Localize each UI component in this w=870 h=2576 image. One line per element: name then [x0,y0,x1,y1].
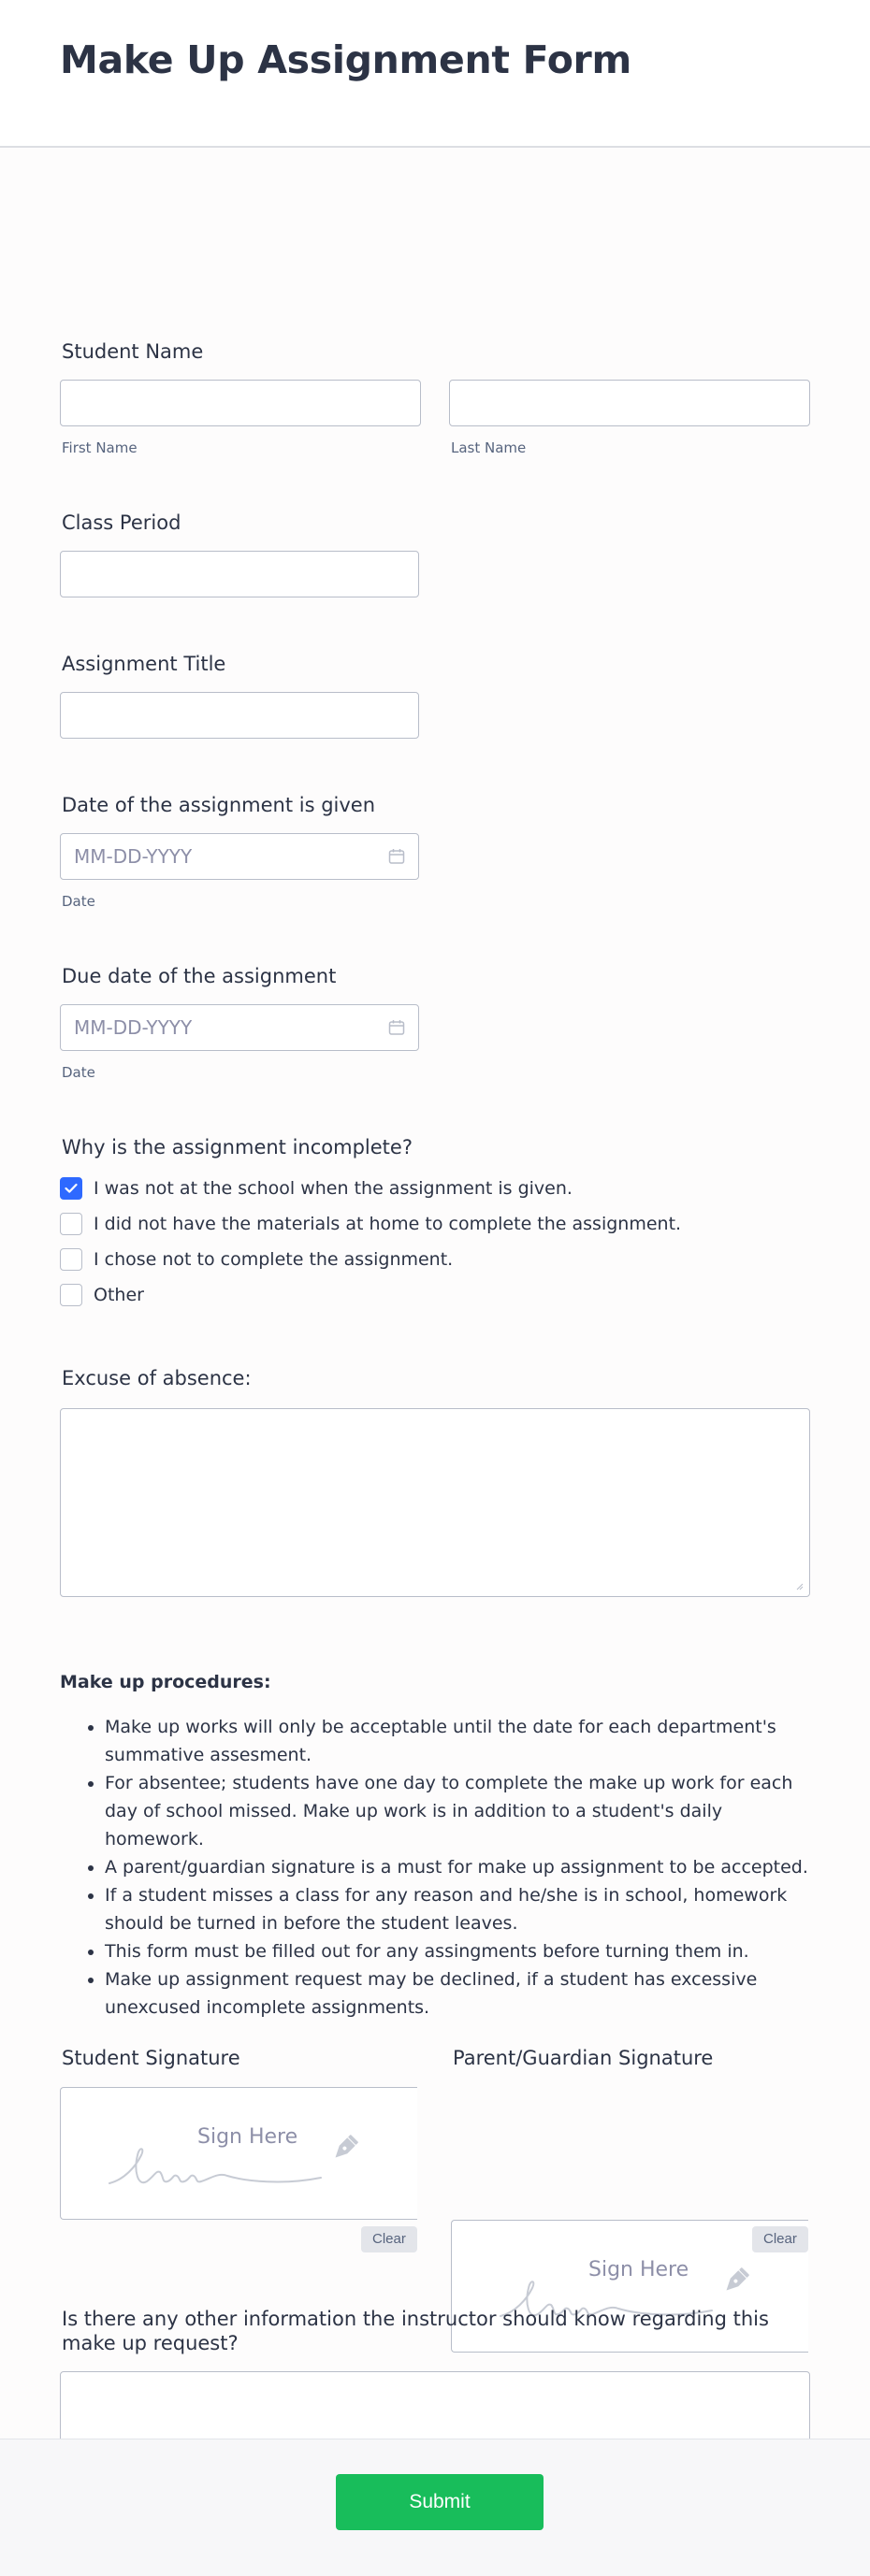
sign-here-hint: Sign Here [588,2258,689,2281]
procedure-item: • This form must be filled out for any assingments before turning them in. [105,1937,808,1965]
checkbox[interactable] [60,1284,82,1306]
due-date-sublabel: Date [62,1064,95,1081]
form-footer [0,2439,870,2576]
submit-button[interactable]: Submit [336,2474,544,2530]
excuse-label: Excuse of absence: [62,1367,252,1389]
date-given-placeholder: MM-DD-YYYY [74,845,193,868]
checkbox-option-label: I was not at the school when the assignment is given. [94,1178,573,1199]
first-name-input[interactable] [60,380,421,426]
form-title: Make Up Assignment Form [60,37,631,82]
form-body [0,148,870,2354]
procedure-item: • Make up assignment request may be declined, if a student has excessive unexcused incomplete assignments. [105,1965,808,2022]
last-name-sublabel: Last Name [451,439,527,456]
first-name-sublabel: First Name [62,439,138,456]
excuse-textarea[interactable] [60,1408,810,1597]
procedure-item: • Make up works will only be acceptable until the date for each department's summative assesment. [105,1713,808,1769]
checkbox-option-label: Other [94,1285,144,1305]
incomplete-reason-options [60,1175,681,1308]
procedure-item: • A parent/guardian signature is a must for make up assignment to be accepted. [105,1853,808,1881]
date-given-sublabel: Date [62,893,95,910]
procedures-title: Make up procedures: [60,1672,271,1692]
procedures-list [60,1713,808,2022]
pen-nib-icon [716,2264,753,2301]
guardian-signature-label: Parent/Guardian Signature [453,2047,714,2069]
student-signature-clear-button[interactable]: Clear [361,2226,417,2252]
class-period-label: Class Period [62,511,181,534]
checkbox-option[interactable] [60,1175,681,1202]
date-given-input[interactable] [60,833,419,880]
other-info-label: Is there any other information the instructor should know regarding this make up request? [62,2308,769,2354]
form-header [0,0,870,148]
resize-grip-icon[interactable] [796,1583,804,1590]
sign-here-hint: Sign Here [197,2125,298,2149]
due-date-placeholder: MM-DD-YYYY [74,1016,193,1039]
student-signature-pad[interactable] [60,2087,417,2220]
due-date-label: Due date of the assignment [62,965,337,987]
assignment-title-input[interactable] [60,692,419,739]
due-date-input[interactable] [60,1004,419,1051]
incomplete-reason-label: Why is the assignment incomplete? [62,1136,413,1158]
checkbox-option[interactable] [60,1282,681,1308]
calendar-icon[interactable] [388,848,405,865]
checkbox-option-label: I did not have the materials at home to complete the assignment. [94,1214,682,1234]
pen-nib-icon [325,2131,362,2168]
checkbox-option[interactable] [60,1246,681,1273]
guardian-signature-clear-button[interactable]: Clear [752,2226,808,2252]
student-name-label: Student Name [62,340,204,363]
checkbox-checked[interactable] [60,1177,82,1200]
checkbox[interactable] [60,1248,82,1271]
class-period-input[interactable] [60,551,419,597]
calendar-icon[interactable] [388,1019,405,1036]
student-signature-label: Student Signature [62,2047,240,2069]
checkbox-option-label: I chose not to complete the assignment. [94,1249,454,1270]
checkbox-option[interactable] [60,1211,681,1237]
checkmark-icon [65,1183,78,1194]
date-given-label: Date of the assignment is given [62,794,376,816]
procedure-item: • If a student misses a class for any reason and he/she is in school, homework should be turned in before the student leaves. [105,1881,808,1937]
last-name-input[interactable] [449,380,810,426]
checkbox[interactable] [60,1213,82,1235]
assignment-title-label: Assignment Title [62,653,226,675]
procedure-item: • For absentee; students have one day to complete the make up work for each day of school missed. Make up work is in addition to a student's daily homework. [105,1769,808,1853]
